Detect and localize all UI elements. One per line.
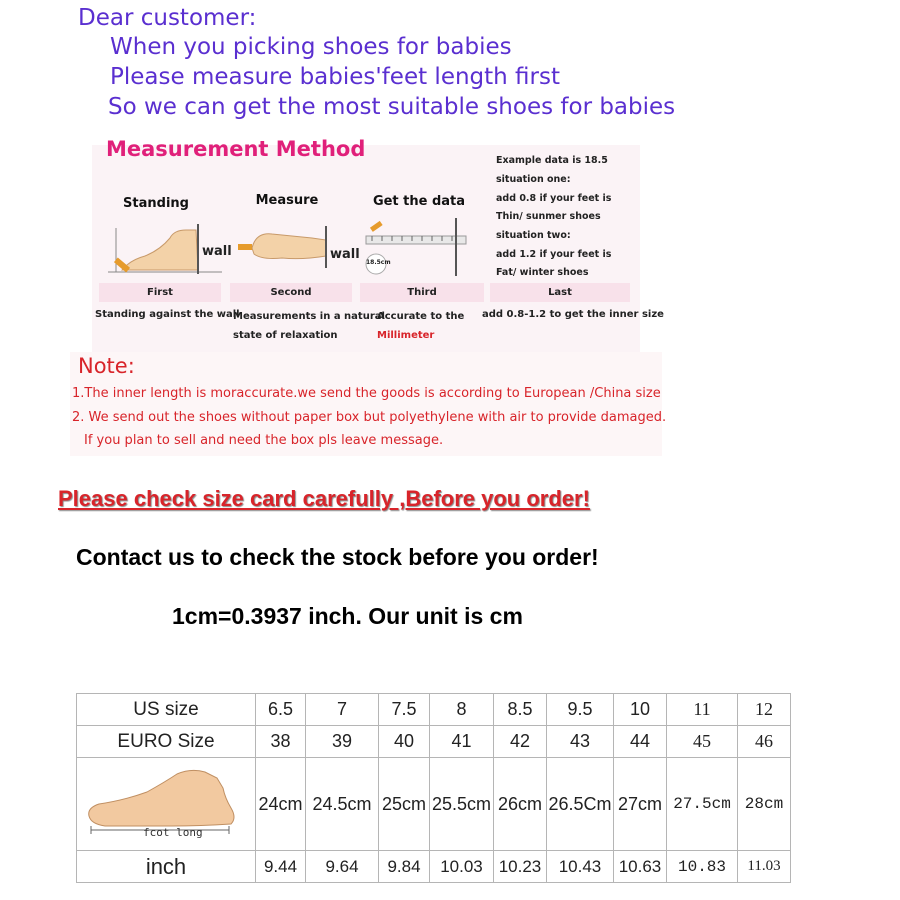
inch-cell: 9.64	[306, 851, 379, 883]
greeting-line-3: Please measure babies'feet length first	[110, 64, 561, 90]
step-3-desc-line-1: Accurate to the	[377, 311, 465, 322]
inch-cell: 10.23	[494, 851, 547, 883]
example-line-7: Fat/ winter shoes	[496, 267, 589, 278]
cm-cell: 26cm	[494, 758, 547, 851]
inch-cell: 11.03	[738, 851, 791, 883]
cm-cell: 27cm	[614, 758, 667, 851]
example-line-1: Example data is 18.5	[496, 155, 608, 166]
euro-size-row	[77, 726, 791, 758]
us-size-cell: 6.5	[256, 694, 306, 726]
inch-cell: 10.03	[430, 851, 494, 883]
cm-cell: 27.5cm	[667, 758, 738, 851]
inch-cell: 10.43	[547, 851, 614, 883]
step-3-desc-line-2: Millimeter	[377, 330, 435, 341]
step-4-bar: Last	[490, 283, 630, 302]
size-table	[76, 693, 791, 883]
us-size-cell: 8	[430, 694, 494, 726]
ruler-illustration	[362, 214, 482, 278]
foot-length-row	[77, 758, 791, 851]
us-size-cell: 7.5	[379, 694, 430, 726]
example-line-2: situation one:	[496, 174, 571, 185]
step-1-title: Standing	[123, 196, 189, 211]
step-1-bar: First	[99, 283, 221, 302]
step-2-bar: Second	[230, 283, 352, 302]
inch-cell: 9.84	[379, 851, 430, 883]
note-title: Note:	[78, 354, 135, 378]
step-2-desc-line-2: state of relaxation	[233, 330, 338, 341]
inch-cell: 10.63	[614, 851, 667, 883]
euro-size-cell: 38	[256, 726, 306, 758]
euro-size-cell: 40	[379, 726, 430, 758]
euro-size-cell: 41	[430, 726, 494, 758]
wall-label-2: wall	[330, 247, 360, 262]
note-line-3: If you plan to sell and need the box pls leave message.	[84, 433, 444, 448]
euro-size-label: EURO Size	[77, 726, 256, 758]
greeting-line-4: So we can get the most suitable shoes for babies	[108, 94, 676, 120]
contact-notice: Contact us to check the stock before you order!	[76, 544, 599, 570]
inch-cell: 9.44	[256, 851, 306, 883]
step-2-title: Measure	[255, 193, 319, 208]
cm-cell: 24cm	[256, 758, 306, 851]
greeting-line-2: When you picking shoes for babies	[110, 34, 512, 60]
wall-label-1: wall	[202, 244, 232, 259]
example-line-5: situation two:	[496, 230, 571, 241]
ruler-reading-label: 18.5cm	[366, 259, 391, 266]
note-line-2: 2. We send out the shoes without paper box but polyethylene with air to provide damaged.	[72, 410, 667, 425]
euro-size-cell: 39	[306, 726, 379, 758]
inch-row	[77, 851, 791, 883]
measurement-method-title: Measurement Method	[106, 137, 366, 161]
us-size-cell: 11	[667, 694, 738, 726]
foot-length-label-cell	[77, 758, 256, 851]
cm-cell: 28cm	[738, 758, 791, 851]
greeting-line-1: Dear customer:	[78, 5, 257, 31]
unit-notice: 1cm=0.3937 inch. Our unit is cm	[172, 603, 523, 629]
note-line-1: 1.The inner length is moraccurate.we send the goods is according to European /China size	[72, 386, 661, 401]
us-size-cell: 12	[738, 694, 791, 726]
step-4-desc: add 0.8-1.2 to get the inner size	[482, 309, 664, 320]
cm-cell: 25cm	[379, 758, 430, 851]
us-size-cell: 7	[306, 694, 379, 726]
us-size-row	[77, 694, 791, 726]
cm-cell: 25.5cm	[430, 758, 494, 851]
us-size-label: US size	[77, 694, 256, 726]
inch-cell: 10.83	[667, 851, 738, 883]
example-line-3: add 0.8 if your feet is	[496, 193, 612, 204]
cm-cell: 26.5Cm	[547, 758, 614, 851]
us-size-cell: 10	[614, 694, 667, 726]
inch-label: inch	[77, 851, 256, 883]
example-line-6: add 1.2 if your feet is	[496, 249, 612, 260]
example-line-4: Thin/ sunmer shoes	[496, 211, 601, 222]
step-2-desc-line-1: Measurements in a natural	[233, 311, 385, 322]
euro-size-cell: 43	[547, 726, 614, 758]
euro-size-cell: 44	[614, 726, 667, 758]
size-card-warning: Please check size card carefully ,Before you order!	[58, 486, 590, 511]
cm-cell: 24.5cm	[306, 758, 379, 851]
euro-size-cell: 42	[494, 726, 547, 758]
euro-size-cell: 46	[738, 726, 791, 758]
euro-size-cell: 45	[667, 726, 738, 758]
us-size-cell: 8.5	[494, 694, 547, 726]
step-1-desc: Standing against the wall	[95, 309, 240, 320]
foot-length-label: fcot long	[143, 826, 203, 839]
step-3-title: Get the data	[372, 194, 466, 209]
us-size-cell: 9.5	[547, 694, 614, 726]
step-3-bar: Third	[360, 283, 484, 302]
